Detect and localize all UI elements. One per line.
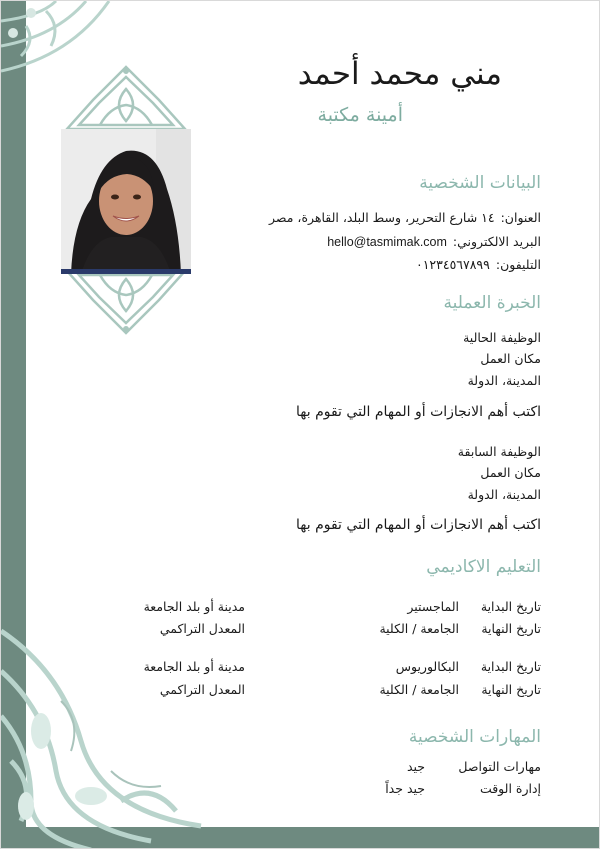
address-value: ١٤ شارع التحرير، وسط البلد، القاهرة، مصر (269, 210, 495, 225)
photo-ornament-top (65, 65, 187, 131)
section-title-personal: البيانات الشخصية (419, 173, 541, 193)
edu-start-label: تاريخ البداية (480, 659, 541, 674)
phone-label: التليفون: (495, 257, 541, 272)
phone-line (416, 257, 541, 272)
email-label: البريد الالكتروني: (452, 234, 541, 249)
edu-gpa: المعدل التراكمي (159, 621, 245, 636)
full-name: مني محمد أحمد (297, 56, 502, 92)
job-location: المدينة، الدولة (467, 373, 541, 388)
section-title-education: التعليم الاكاديمي (426, 557, 541, 577)
job-position: الوظيفة السابقة (457, 444, 541, 459)
phone-value: ٠١٢٣٤٥٦٧٨٩٩ (416, 257, 490, 272)
section-title-skills: المهارات الشخصية (408, 727, 541, 747)
address-line (269, 210, 541, 225)
job-position: الوظيفة الحالية (463, 330, 541, 345)
edu-end-label: تاريخ النهاية (481, 682, 541, 697)
address-label: العنوان: (500, 210, 541, 225)
email-line (327, 234, 541, 249)
profile-photo (61, 129, 191, 274)
skill-name: إدارة الوقت (479, 781, 541, 796)
edu-city: مدينة أو بلد الجامعة (143, 599, 245, 614)
edu-city: مدينة أو بلد الجامعة (143, 659, 245, 674)
edu-gpa: المعدل التراكمي (159, 682, 245, 697)
corner-ornament-bottom (1, 611, 231, 849)
job-description: اكتب أهم الانجازات أو المهام التي تقوم بها (296, 404, 541, 420)
edu-institution: الجامعة / الكلية (379, 621, 459, 636)
job-workplace: مكان العمل (480, 351, 541, 366)
edu-start-label: تاريخ البداية (480, 599, 541, 614)
skill-name: مهارات التواصل (458, 759, 541, 774)
edu-institution: الجامعة / الكلية (379, 682, 459, 697)
job-workplace: مكان العمل (480, 465, 541, 480)
photo-ornament-bottom (65, 269, 187, 335)
edu-degree: الماجستير (407, 599, 459, 614)
skill-level: جيد جداً (385, 781, 425, 796)
job-description: اكتب أهم الانجازات أو المهام التي تقوم بها (296, 517, 541, 533)
job-location: المدينة، الدولة (467, 487, 541, 502)
edu-end-label: تاريخ النهاية (481, 621, 541, 636)
skill-level: جيد (406, 759, 425, 774)
section-title-experience: الخبرة العملية (443, 293, 541, 313)
edu-degree: البكالوريوس (395, 659, 459, 674)
job-title: أمينة مكتبة (317, 104, 403, 126)
email-value[interactable]: hello@tasmimak.com (327, 235, 447, 249)
